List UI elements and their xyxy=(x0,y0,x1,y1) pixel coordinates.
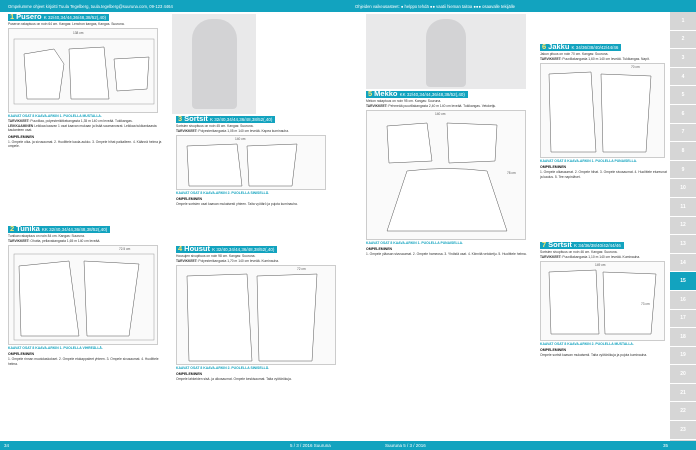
pattern-layout-2 xyxy=(8,245,158,345)
sidebar-index-item[interactable]: 14 xyxy=(670,254,696,273)
header-bar xyxy=(0,0,696,12)
pattern-layout-5-drawing xyxy=(367,111,527,241)
section-3-header: 3 Sortsit K 32/40,34/44,36/48,38/52(,40) xyxy=(176,116,275,123)
section-6-sewing: 1. Ompele olkasaumat. 2. Ompele hihat. 3. Ompele sivusaumat. 4. Huolittele etureunat ja kaulus. 5. Tee napinlävet. xyxy=(540,170,667,179)
section-1-caption: KAAVAT OSAT 8 KAAVA-ARKIN 1. PUOLELLA MUSTALLA. xyxy=(8,114,102,119)
pattern-layout-3 xyxy=(176,135,326,190)
sidebar-index-item[interactable]: 22 xyxy=(670,402,696,421)
section-4-header: 4 Housut K 32/40,34/44,36/48,38/52(,40) xyxy=(176,246,277,253)
section-1: 1 Pusero K 32/40,34/44,36/48,38/52(,40) Puseron rakaptuus on noin 64 cm. Kangas: Lenchon kangas, Kangas. Suuruna. 138 cm KAAVAT OSAT 8 KAAVA-ARKIN 1. PUOLELLA MUSTALLA. TARVIKKEET: Puuvillaa, polyesterikitkekangasta 1,35 m 140 cm leveää. Tukikangas. LEIKKAAMINEN Leikkaa kaavan 1 osat kaavan mukaan ja lisää saumanvarat. Leikkaa tukikankaasta kaulanteen osat. OMPELEMINEN 1. Ompele olka- ja sivusaumat. 2. Huolittele kaula-aukko. 3. Ompele hihat paikalleen. 4. Käännä helma ja ompele. xyxy=(8,14,168,204)
section-1-intro: Puseron rakaptuus on noin 64 cm. Kangas: Lenchon kangas, Kangas. Suuruna. xyxy=(8,22,125,27)
header-right-text: Ohjeiden vaikeusasteet: ● helppo tehdä ●● vaatii hieman taitoa ●●● osaavalle tekijälle xyxy=(355,3,515,9)
section-4-sewing: Ompele lahkeiden sisä- ja ulkosaumat. Ompele keskisaumat. Taita vyötärökuja. xyxy=(176,377,292,382)
pattern-layout-1-drawing xyxy=(9,29,159,114)
section-3-materials: Polyesterikangasta 1,05 m 140 cm leveää. Kapea kuminauha. xyxy=(198,129,289,134)
section-2-caption: KAAVAT OSAT 8 KAAVA-ARKIN 1. PUOLELLA VIHREÄLLÄ. xyxy=(8,346,103,351)
section-3-caption: KAAVAT OSAT 8 KAAVA-ARKIN 2. PUOLELLA SINISELLÄ. xyxy=(176,191,270,196)
right-page xyxy=(348,14,670,441)
section-5-materials: Pehmeää puuvillakangasta 2,40 m 140 cm leveää. Tukikangas. Vetoketju. xyxy=(388,104,497,109)
section-3: 3 Sortsit K 32/40,34/44,36/48,38/52(,40) Sortsien sivupituus on noin 45 cm. Kangas: Suuruna. TARVIKKEET: Polyesterikangasta 1,05 m 140 cm leveää. Kapea kuminauha. 140 cm KAAVAT OSAT 8 KAAVA-ARKIN 2. PUOLELLA SINISELLÄ. OMPELEMINEN Ompele sortsien osat kaavan mukaisesti yhteen. Taita vyötärö ja pujota kuminauha. xyxy=(176,116,344,241)
sidebar-index-item[interactable]: 12 xyxy=(670,217,696,236)
section-7: 7 Sortsit K 34/36/38/40/42/44/46 Sortsien sivupituus on noin 46 cm. Kangas: Suuruna. TARVIKKEET: Puuvillakangasta 1,10 m 140 cm leveää. Kuminauha. 149 cm 73 cm KAAVAT OSAT 8 KAAVA-ARKIN 2. PUOLELLA MUSTALLA. OMPELEMINEN Ompele sortsit kaavan mukaisesti. Taita vyötärökuja ja pujota kuminauha. xyxy=(540,242,668,437)
section-5-header: 5 Mekko KK 32/40,34/44,36/48,38/52(,40) xyxy=(366,91,468,98)
sidebar-index-item[interactable]: 18 xyxy=(670,328,696,347)
section-3-sewing: Ompele sortsien osat kaavan mukaisesti yhteen. Taita vyötärö ja pujota kuminauha. xyxy=(176,202,298,207)
section-1-header: 1 Pusero K 32/40,34/44,36/48,38/52(,40) xyxy=(8,14,109,21)
section-7-materials: Puuvillakangasta 1,10 m 140 cm leveää. Kuminauha. xyxy=(562,255,641,260)
section-4-caption: KAAVAT OSAT 8 KAAVA-ARKIN 2. PUOLELLA SINISELLÄ. xyxy=(176,366,270,371)
sidebar-index-item[interactable]: 3 xyxy=(670,49,696,68)
model-photo-right xyxy=(366,14,526,89)
pattern-layout-6 xyxy=(540,63,665,158)
section-6-header: 6 Jakku K 34/36/38/40/42/44/46 xyxy=(540,44,621,51)
sidebar-index-item[interactable]: 21 xyxy=(670,384,696,403)
fabric-length-4: 72 cm xyxy=(297,267,306,272)
section-5-intro: Mekon rakaptuus on noin 95 cm. Kangas: Suuruna. xyxy=(366,99,442,104)
fabric-length-7: 73 cm xyxy=(641,302,650,307)
section-1-cutting: Leikkaa kaavan 1 osat kaavan mukaan ja lisää saumanvarat. Leikkaa tukikankaasta kaulanteen osat. xyxy=(8,124,157,133)
section-7-header: 7 Sortsit K 34/36/38/40/42/44/46 xyxy=(540,242,624,249)
section-5: 5 Mekko KK 32/40,34/44,36/48,38/52(,40) Mekon rakaptuus on noin 95 cm. Kangas: Suuruna. TARVIKKEET: Pehmeää puuvillakangasta 2,40 m 140 cm leveää. Tukikangas. Vetoketju. 140 cm 78 cm KAAVAT OSAT 8 KAAVA-ARKIN 1. PUOLELLA PUNAISELLA. OMPELEMINEN 1. Ompele yläosan sivusaumat. 2. Ompele hameosa. 3. Yhdistä osat. 4. Kiinnitä vetoketju. 5. Huolittele helma. xyxy=(366,14,536,439)
sidebar-index-item[interactable]: 8 xyxy=(670,142,696,161)
sidebar-index-item[interactable]: 2 xyxy=(670,31,696,50)
pattern-layout-3-drawing xyxy=(177,136,327,191)
section-4: 4 Housut K 32/40,34/44,36/48,38/52(,40) Housujen sivupituus on noin 98 cm. Kangas: Suuruna. TARVIKKEET: Polyesterikangasta 1,70 m 140 cm leveää. Kuminauha. 72 cm KAAVAT OSAT 8 KAAVA-ARKIN 2. PUOLELLA SINISELLÄ. OMPELEMINEN Ompele lahkeiden sisä- ja ulkosaumat. Ompele keskisaumat. Taita vyötärökuja. xyxy=(176,246,344,436)
sidebar-index-item[interactable]: 9 xyxy=(670,161,696,180)
model-photo-left xyxy=(172,14,256,114)
section-7-caption: KAAVAT OSAT 8 KAAVA-ARKIN 2. PUOLELLA MUSTALLA. xyxy=(540,342,634,347)
sidebar-index-item[interactable]: 7 xyxy=(670,124,696,143)
sidebar-index-item[interactable]: 1 xyxy=(670,12,696,31)
fabric-width-1: 138 cm xyxy=(73,31,84,36)
pattern-layout-7 xyxy=(540,261,665,341)
fabric-width-7: 149 cm xyxy=(595,263,606,268)
sidebar-index-item[interactable]: 11 xyxy=(670,198,696,217)
sidebar-index-item[interactable]: 10 xyxy=(670,179,696,198)
sidebar-index-item[interactable]: 13 xyxy=(670,235,696,254)
pattern-layout-4 xyxy=(176,265,336,365)
page-number-right: 35 xyxy=(662,443,668,448)
sidebar-index-item[interactable]: 4 xyxy=(670,68,696,87)
section-6-caption: KAAVAT OSAT 8 KAAVA-ARKIN 1. PUOLELLA PUNAISELLA. xyxy=(540,159,638,164)
section-6: 6 Jakku K 34/36/38/40/42/44/46 Jakun pituus on noin 70 cm. Kangas: Suuruna. TARVIKKEET: Puuvillakangasta 1,60 m 140 cm leveää. Tukikangas. Napit. 70 cm KAAVAT OSAT 8 KAAVA-ARKIN 1. PUOLELLA PUNAISELLA. OMPELEMINEN 1. Ompele olkasaumat. 2. Ompele hihat. 3. Ompele sivusaumat. 4. Huolittele etureunat ja kaulus. 5. Tee napinlävet. xyxy=(540,44,667,179)
section-2-sewing: 1. Ompele rinnan muotolaskokset. 2. Ompele etukappaleet yhteen. 3. Ompele sivusaumat. 4. Huolittele helma. xyxy=(8,357,159,366)
section-6-intro: Jakun pituus on noin 70 cm. Kangas: Suuruna. xyxy=(540,52,609,57)
sidebar-index-item[interactable]: 5 xyxy=(670,86,696,105)
pattern-layout-2-drawing xyxy=(9,246,159,346)
section-5-caption: KAAVAT OSAT 8 KAAVA-ARKIN 1. PUOLELLA PUNAISELLA. xyxy=(366,241,464,246)
section-2-intro: Tunikan rakaptuus on noin 84 cm. Kangas: Suuruna. xyxy=(8,234,85,239)
fabric-length-6: 70 cm xyxy=(631,65,640,70)
section-5-sewing: 1. Ompele yläosan sivusaumat. 2. Ompele hameosa. 3. Yhdistä osat. 4. Kiinnitä vetoketju. 5. Huolittele helma. xyxy=(366,252,527,257)
pattern-layout-5 xyxy=(366,110,526,240)
section-7-intro: Sortsien sivupituus on noin 46 cm. Kangas: Suuruna. xyxy=(540,250,618,255)
fabric-width-3: 140 cm xyxy=(235,137,246,142)
page-number-left: 34 xyxy=(4,443,10,448)
sidebar-index-item[interactable]: 16 xyxy=(670,291,696,310)
sidebar-index-item[interactable]: 23 xyxy=(670,421,696,440)
footer-bar xyxy=(0,441,696,450)
fabric-width-5: 140 cm xyxy=(435,112,446,117)
sidebar-index-item[interactable]: 15 xyxy=(670,272,696,291)
footer-center-right: Suuruna 5 / 3 / 2016 xyxy=(385,443,426,448)
header-left-text: Ompelumme ohjeet kirjoitti Tuula Tegelberg, tuula.tegelberg@suuruna.com, 09-123 4464 xyxy=(8,3,173,9)
pattern-layout-4-drawing xyxy=(177,266,337,366)
sidebar-index-item[interactable]: 17 xyxy=(670,310,696,329)
pattern-layout-1 xyxy=(8,28,158,113)
pattern-layout-6-drawing xyxy=(541,64,666,159)
section-3-intro: Sortsien sivupituus on noin 45 cm. Kangas: Suuruna. xyxy=(176,124,254,129)
section-2-materials: Ohutta, pellavakangasta 1,65 m 140 cm leveää. xyxy=(30,239,101,244)
page-index-sidebar xyxy=(670,12,696,441)
sidebar-index-item[interactable]: 6 xyxy=(670,105,696,124)
fabric-length-2: 72.5 cm xyxy=(119,247,131,252)
fabric-length-5: 78 cm xyxy=(507,171,516,176)
footer-center-left: 5 / 3 / 2016 Suuruna xyxy=(290,443,331,448)
sidebar-index-item[interactable]: 20 xyxy=(670,365,696,384)
section-4-intro: Housujen sivupituus on noin 98 cm. Kangas: Suuruna. xyxy=(176,254,256,259)
section-6-materials: Puuvillakangasta 1,60 m 140 cm leveää. Tukikangas. Napit. xyxy=(562,57,650,62)
section-2: 2 Tunika KK 32/40,34/44,36/48,38/52(,40) Tunikan rakaptuus on noin 84 cm. Kangas: Suuruna. TARVIKKEET: Ohutta, pellavakangasta 1,65 m 140 cm leveää. 72.5 cm KAAVAT OSAT 8 KAAVA-ARKIN 1. PUOLELLA VIHREÄLLÄ. OMPELEMINEN 1. Ompele rinnan muotolaskokset. 2. Ompele etukappaleet yhteen. 3. Ompele sivusaumat. 4. Huolittele helma. xyxy=(8,226,168,436)
sidebar-index-item[interactable]: 19 xyxy=(670,347,696,366)
section-7-sewing: Ompele sortsit kaavan mukaisesti. Taita vyötärökuja ja pujota kuminauha. xyxy=(540,353,648,358)
section-1-sewing: 1. Ompele olka- ja sivusaumat. 2. Huolittele kaula-aukko. 3. Ompele hihat paikalleen. 4. Käännä helma ja ompele. xyxy=(8,139,162,148)
section-4-materials: Polyesterikangasta 1,70 m 140 cm leveää. Kuminauha. xyxy=(198,259,280,264)
section-2-header: 2 Tunika KK 32/40,34/44,36/48,38/52(,40) xyxy=(8,226,110,233)
left-page xyxy=(0,14,348,441)
section-1-materials: Puuvillaa, polyesterikitkekangasta 1,35 m 140 cm leveää. Tukikangas. xyxy=(30,119,133,124)
